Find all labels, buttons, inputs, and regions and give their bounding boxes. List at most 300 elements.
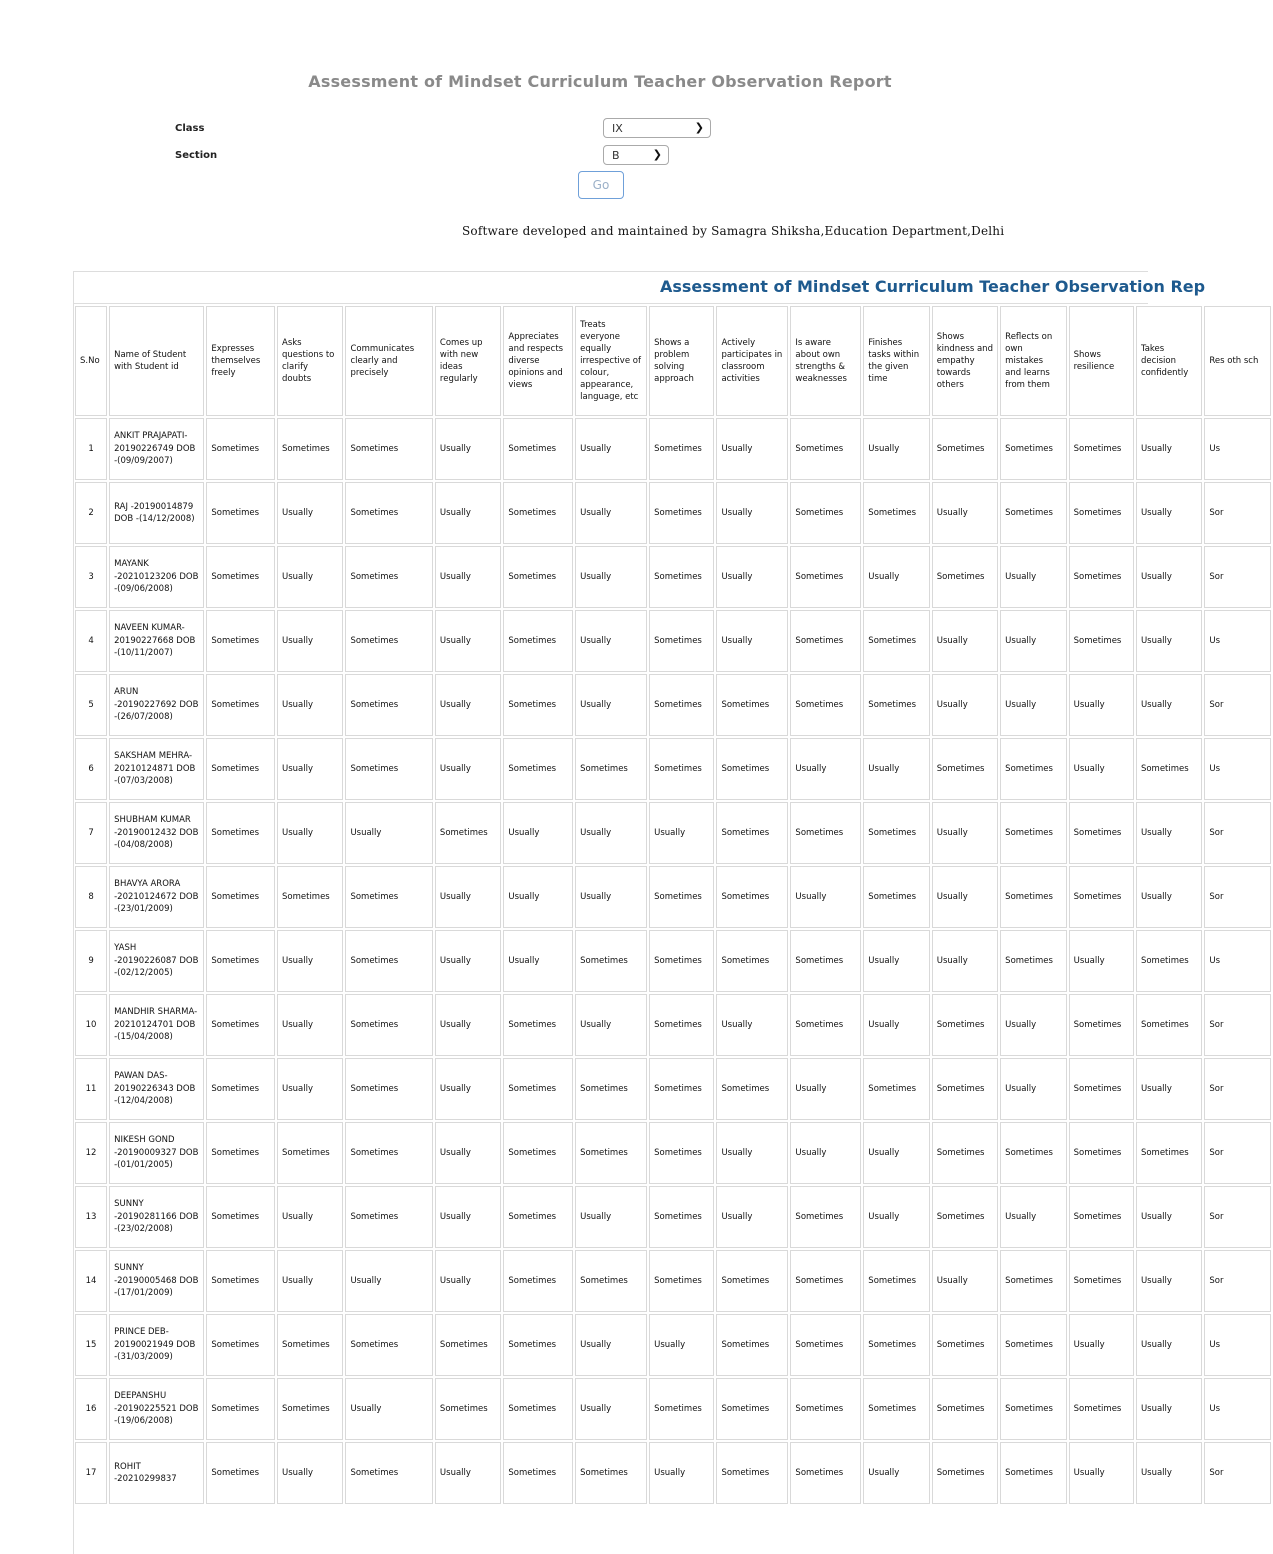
cell-rating: Sometimes xyxy=(649,1186,714,1248)
cell-rating: Sometimes xyxy=(790,930,861,992)
cell-rating: Usually xyxy=(277,930,343,992)
cell-student-name: NAVEEN KUMAR-20190227668 DOB -(10/11/2007) xyxy=(109,610,204,672)
cell-rating: Usually xyxy=(1000,1186,1066,1248)
cell-rating: Sometimes xyxy=(1000,482,1066,544)
table-row xyxy=(75,1122,1271,1184)
cell-rating: Usually xyxy=(649,1442,714,1504)
cell-rating: Sometimes xyxy=(503,418,573,480)
cell-rating: Sometimes xyxy=(863,1378,929,1440)
cell-rating: Sometimes xyxy=(575,738,647,800)
cell-rating: Usually xyxy=(575,482,647,544)
cell-rating: Usually xyxy=(932,930,998,992)
go-button[interactable]: Go xyxy=(578,171,624,199)
cell-rating: Usually xyxy=(1136,1058,1202,1120)
cell-rating: Sometimes xyxy=(649,1058,714,1120)
cell-sno: 4 xyxy=(75,610,107,672)
cell-rating: Sometimes xyxy=(345,1058,432,1120)
cell-rating: Usually xyxy=(790,1122,861,1184)
cell-rating: Sometimes xyxy=(1069,1250,1134,1312)
cell-rating: Sometimes xyxy=(1000,1250,1066,1312)
cell-rating: Usually xyxy=(435,866,501,928)
cell-rating: Sometimes xyxy=(1069,546,1134,608)
section-label: Section xyxy=(175,150,218,161)
cell-rating: Sometimes xyxy=(575,1122,647,1184)
table-row xyxy=(75,674,1271,736)
cell-rating: Sometimes xyxy=(716,1442,788,1504)
cell-rating: Sometimes xyxy=(932,1442,998,1504)
cell-rating: Sometimes xyxy=(649,994,714,1056)
cell-rating: Sometimes xyxy=(649,1250,714,1312)
cell-rating: Sometimes xyxy=(649,610,714,672)
cell-rating: Sometimes xyxy=(649,738,714,800)
cell-rating: Sometimes xyxy=(503,994,573,1056)
cell-rating: Sometimes xyxy=(1000,418,1066,480)
cell-rating: Sometimes xyxy=(345,546,432,608)
cell-rating: Sometimes xyxy=(345,994,432,1056)
cell-rating: Usually xyxy=(932,674,998,736)
cell-rating: Sometimes xyxy=(345,930,432,992)
cell-rating: Sometimes xyxy=(790,1442,861,1504)
cell-sno: 8 xyxy=(75,866,107,928)
cell-rating: Sometimes xyxy=(277,1122,343,1184)
credit-text: Software developed and maintained by Samagra Shiksha,Education Department,Delhi xyxy=(462,224,1005,238)
cell-rating: Sometimes xyxy=(790,610,861,672)
cell-rating: Us xyxy=(1204,1314,1271,1376)
class-select-value: IX xyxy=(612,122,623,135)
table-header-row xyxy=(75,306,1271,416)
cell-rating: Sometimes xyxy=(345,418,432,480)
cell-student-name: PRINCE DEB-20190021949 DOB -(31/03/2009) xyxy=(109,1314,204,1376)
cell-rating: Usually xyxy=(435,1442,501,1504)
cell-sno: 6 xyxy=(75,738,107,800)
cell-rating: Sometimes xyxy=(716,866,788,928)
cell-rating: Sometimes xyxy=(932,1122,998,1184)
cell-rating: Usually xyxy=(575,1186,647,1248)
column-header: Appreciates and respects diverse opinions and views xyxy=(503,306,573,416)
cell-student-name: SUNNY -20190281166 DOB -(23/02/2008) xyxy=(109,1186,204,1248)
cell-rating: Sometimes xyxy=(206,1250,275,1312)
column-header: Takes decision confidently xyxy=(1136,306,1202,416)
cell-rating: Sometimes xyxy=(649,546,714,608)
cell-rating: Sometimes xyxy=(345,674,432,736)
cell-rating: Sor xyxy=(1204,994,1271,1056)
cell-rating: Usually xyxy=(1136,1186,1202,1248)
cell-rating: Sometimes xyxy=(277,1378,343,1440)
cell-rating: Sometimes xyxy=(932,546,998,608)
cell-rating: Usually xyxy=(277,1250,343,1312)
cell-rating: Usually xyxy=(575,610,647,672)
cell-rating: Sometimes xyxy=(575,1250,647,1312)
cell-rating: Sometimes xyxy=(790,674,861,736)
cell-rating: Usually xyxy=(716,546,788,608)
cell-rating: Sometimes xyxy=(345,1122,432,1184)
cell-rating: Sor xyxy=(1204,482,1271,544)
cell-rating: Usually xyxy=(716,418,788,480)
cell-rating: Usually xyxy=(345,802,432,864)
chevron-down-icon: ❯ xyxy=(652,148,662,161)
cell-rating: Sometimes xyxy=(345,1314,432,1376)
cell-rating: Usually xyxy=(649,802,714,864)
column-header: Res oth sch xyxy=(1204,306,1271,416)
cell-rating: Sometimes xyxy=(1000,802,1066,864)
cell-rating: Usually xyxy=(863,930,929,992)
cell-rating: Sometimes xyxy=(649,482,714,544)
cell-rating: Usually xyxy=(790,866,861,928)
cell-rating: Sor xyxy=(1204,1442,1271,1504)
cell-sno: 10 xyxy=(75,994,107,1056)
cell-rating: Usually xyxy=(435,1186,501,1248)
cell-student-name: MANDHIR SHARMA-20210124701 DOB -(15/04/2008) xyxy=(109,994,204,1056)
cell-rating: Sometimes xyxy=(503,1442,573,1504)
column-header: Comes up with new ideas regularly xyxy=(435,306,501,416)
cell-rating: Sometimes xyxy=(863,1058,929,1120)
cell-rating: Usually xyxy=(277,1186,343,1248)
cell-rating: Sometimes xyxy=(503,1378,573,1440)
cell-rating: Sometimes xyxy=(1069,610,1134,672)
cell-rating: Usually xyxy=(1136,1250,1202,1312)
cell-rating: Usually xyxy=(716,482,788,544)
cell-rating: Usually xyxy=(790,738,861,800)
cell-rating: Usually xyxy=(1136,418,1202,480)
cell-rating: Sor xyxy=(1204,1058,1271,1120)
cell-rating: Usually xyxy=(435,994,501,1056)
table-row xyxy=(75,994,1271,1056)
cell-rating: Usually xyxy=(1136,674,1202,736)
cell-rating: Sometimes xyxy=(716,1250,788,1312)
cell-rating: Sometimes xyxy=(1000,738,1066,800)
report-title-bar xyxy=(74,272,1206,304)
cell-student-name: ARUN -20190227692 DOB -(26/07/2008) xyxy=(109,674,204,736)
chevron-down-icon: ❯ xyxy=(694,121,704,134)
column-header: Reflects on own mistakes and learns from them xyxy=(1000,306,1066,416)
page-title: Assessment of Mindset Curriculum Teacher Observation Report xyxy=(308,72,892,91)
cell-sno: 15 xyxy=(75,1314,107,1376)
column-header: Is aware about own strengths & weaknesses xyxy=(790,306,861,416)
cell-rating: Sometimes xyxy=(790,1314,861,1376)
cell-rating: Sometimes xyxy=(790,1378,861,1440)
cell-rating: Sometimes xyxy=(1000,1314,1066,1376)
cell-student-name: NIKESH GOND -20190009327 DOB -(01/01/2005) xyxy=(109,1122,204,1184)
cell-rating: Usually xyxy=(575,674,647,736)
cell-rating: Sometimes xyxy=(716,674,788,736)
cell-rating: Us xyxy=(1204,738,1271,800)
cell-rating: Usually xyxy=(932,866,998,928)
cell-rating: Sometimes xyxy=(206,674,275,736)
cell-rating: Sometimes xyxy=(932,1058,998,1120)
cell-rating: Sometimes xyxy=(863,610,929,672)
report-title: Assessment of Mindset Curriculum Teacher Observation Rep xyxy=(660,277,1206,296)
cell-rating: Usually xyxy=(435,1058,501,1120)
column-header: Shows resilience xyxy=(1069,306,1134,416)
cell-rating: Usually xyxy=(435,1250,501,1312)
cell-rating: Sor xyxy=(1204,802,1271,864)
cell-rating: Sor xyxy=(1204,1186,1271,1248)
cell-sno: 14 xyxy=(75,1250,107,1312)
cell-rating: Sometimes xyxy=(345,866,432,928)
cell-rating: Sometimes xyxy=(277,866,343,928)
observation-table xyxy=(73,304,1273,1506)
cell-sno: 12 xyxy=(75,1122,107,1184)
cell-rating: Sometimes xyxy=(503,1250,573,1312)
cell-rating: Sometimes xyxy=(1069,1058,1134,1120)
cell-sno: 1 xyxy=(75,418,107,480)
cell-rating: Usually xyxy=(1136,866,1202,928)
cell-rating: Usually xyxy=(1136,482,1202,544)
cell-rating: Sometimes xyxy=(206,1378,275,1440)
cell-rating: Sometimes xyxy=(503,738,573,800)
cell-rating: Sometimes xyxy=(1136,1122,1202,1184)
cell-rating: Sometimes xyxy=(1136,930,1202,992)
cell-rating: Usually xyxy=(277,674,343,736)
cell-rating: Sometimes xyxy=(503,1058,573,1120)
cell-rating: Usually xyxy=(435,418,501,480)
cell-rating: Sometimes xyxy=(716,930,788,992)
column-header: Treats everyone equally irrespective of colour, appearance, language, etc xyxy=(575,306,647,416)
cell-student-name: BHAVYA ARORA -20210124672 DOB -(23/01/2009) xyxy=(109,866,204,928)
cell-rating: Sometimes xyxy=(277,1314,343,1376)
cell-rating: Usually xyxy=(575,802,647,864)
report-panel[interactable] xyxy=(73,271,1259,1554)
cell-rating: Usually xyxy=(277,1058,343,1120)
cell-rating: Sometimes xyxy=(716,738,788,800)
cell-rating: Usually xyxy=(1136,546,1202,608)
table-row xyxy=(75,1186,1271,1248)
column-header: Expresses themselves freely xyxy=(206,306,275,416)
cell-rating: Sometimes xyxy=(649,1122,714,1184)
cell-rating: Usually xyxy=(575,994,647,1056)
cell-rating: Usually xyxy=(1000,674,1066,736)
cell-rating: Sometimes xyxy=(649,930,714,992)
cell-rating: Usually xyxy=(575,418,647,480)
column-header: Asks questions to clarify doubts xyxy=(277,306,343,416)
cell-rating: Sometimes xyxy=(503,1314,573,1376)
cell-rating: Us xyxy=(1204,418,1271,480)
column-header: Finishes tasks within the given time xyxy=(863,306,929,416)
cell-rating: Usually xyxy=(1136,610,1202,672)
cell-rating: Usually xyxy=(1069,1442,1134,1504)
cell-rating: Usually xyxy=(716,994,788,1056)
cell-rating: Usually xyxy=(277,482,343,544)
cell-rating: Sometimes xyxy=(1136,994,1202,1056)
cell-rating: Sometimes xyxy=(790,1250,861,1312)
cell-rating: Usually xyxy=(863,1442,929,1504)
cell-rating: Usually xyxy=(1069,930,1134,992)
cell-rating: Sometimes xyxy=(1000,930,1066,992)
cell-rating: Usually xyxy=(1069,674,1134,736)
cell-rating: Sometimes xyxy=(435,1314,501,1376)
cell-rating: Sometimes xyxy=(1136,738,1202,800)
cell-rating: Sometimes xyxy=(575,930,647,992)
cell-sno: 11 xyxy=(75,1058,107,1120)
cell-rating: Sometimes xyxy=(790,546,861,608)
cell-rating: Usually xyxy=(1069,738,1134,800)
cell-rating: Sometimes xyxy=(649,866,714,928)
table-row xyxy=(75,930,1271,992)
cell-rating: Sometimes xyxy=(206,1122,275,1184)
cell-rating: Usually xyxy=(503,930,573,992)
column-header: Communicates clearly and precisely xyxy=(345,306,432,416)
table-row xyxy=(75,866,1271,928)
cell-rating: Usually xyxy=(932,802,998,864)
cell-sno: 5 xyxy=(75,674,107,736)
table-row xyxy=(75,482,1271,544)
cell-rating: Usually xyxy=(863,994,929,1056)
cell-rating: Sometimes xyxy=(345,610,432,672)
table-row xyxy=(75,1250,1271,1312)
cell-rating: Usually xyxy=(277,546,343,608)
cell-student-name: PAWAN DAS-20190226343 DOB -(12/04/2008) xyxy=(109,1058,204,1120)
table-row xyxy=(75,418,1271,480)
cell-rating: Usually xyxy=(435,546,501,608)
cell-student-name: DEEPANSHU -20190225521 DOB -(19/06/2008) xyxy=(109,1378,204,1440)
cell-rating: Sometimes xyxy=(435,802,501,864)
cell-rating: Usually xyxy=(863,738,929,800)
cell-rating: Usually xyxy=(277,738,343,800)
cell-rating: Usually xyxy=(716,1186,788,1248)
cell-rating: Sometimes xyxy=(932,418,998,480)
cell-rating: Sometimes xyxy=(345,482,432,544)
cell-rating: Sometimes xyxy=(345,738,432,800)
table-row xyxy=(75,738,1271,800)
column-header: Shows kindness and empathy towards others xyxy=(932,306,998,416)
cell-rating: Usually xyxy=(435,1122,501,1184)
cell-rating: Sometimes xyxy=(1069,802,1134,864)
section-select-value: B xyxy=(612,149,620,162)
cell-rating: Sometimes xyxy=(206,546,275,608)
cell-rating: Us xyxy=(1204,610,1271,672)
cell-rating: Sometimes xyxy=(716,1314,788,1376)
cell-rating: Sometimes xyxy=(206,1058,275,1120)
cell-rating: Sor xyxy=(1204,1250,1271,1312)
cell-rating: Sometimes xyxy=(790,802,861,864)
cell-rating: Usually xyxy=(503,802,573,864)
cell-rating: Usually xyxy=(435,610,501,672)
cell-rating: Usually xyxy=(649,1314,714,1376)
cell-rating: Usually xyxy=(277,802,343,864)
cell-rating: Usually xyxy=(1000,610,1066,672)
cell-rating: Usually xyxy=(1000,994,1066,1056)
column-header: Actively participates in classroom activities xyxy=(716,306,788,416)
cell-rating: Usually xyxy=(863,1186,929,1248)
cell-rating: Usually xyxy=(932,610,998,672)
cell-sno: 3 xyxy=(75,546,107,608)
cell-rating: Sometimes xyxy=(863,802,929,864)
table-row xyxy=(75,546,1271,608)
cell-rating: Usually xyxy=(345,1378,432,1440)
cell-rating: Sometimes xyxy=(503,1122,573,1184)
column-header: Name of Student with Student id xyxy=(109,306,204,416)
cell-rating: Sometimes xyxy=(206,738,275,800)
cell-rating: Sometimes xyxy=(1000,1442,1066,1504)
cell-rating: Usually xyxy=(503,866,573,928)
cell-rating: Usually xyxy=(1000,1058,1066,1120)
cell-rating: Sometimes xyxy=(575,1442,647,1504)
cell-rating: Sometimes xyxy=(1069,1122,1134,1184)
class-select[interactable] xyxy=(603,118,711,138)
cell-rating: Sometimes xyxy=(503,674,573,736)
cell-rating: Sometimes xyxy=(790,994,861,1056)
table-row xyxy=(75,802,1271,864)
section-select[interactable] xyxy=(603,145,669,165)
cell-rating: Sometimes xyxy=(863,674,929,736)
cell-rating: Sometimes xyxy=(1000,1378,1066,1440)
cell-student-name: ANKIT PRAJAPATI-20190226749 DOB -(09/09/2007) xyxy=(109,418,204,480)
cell-rating: Sometimes xyxy=(1069,866,1134,928)
table-row xyxy=(75,1058,1271,1120)
cell-rating: Sometimes xyxy=(345,1186,432,1248)
cell-rating: Sometimes xyxy=(790,482,861,544)
cell-rating: Usually xyxy=(575,866,647,928)
table-row xyxy=(75,1442,1271,1504)
cell-rating: Sometimes xyxy=(503,1186,573,1248)
cell-rating: Usually xyxy=(277,994,343,1056)
cell-rating: Usually xyxy=(863,1122,929,1184)
cell-rating: Usually xyxy=(1136,802,1202,864)
cell-rating: Usually xyxy=(790,1058,861,1120)
cell-rating: Sometimes xyxy=(932,1378,998,1440)
column-header: S.No xyxy=(75,306,107,416)
cell-student-name: RAJ -20190014879 DOB -(14/12/2008) xyxy=(109,482,204,544)
cell-rating: Sometimes xyxy=(1069,1186,1134,1248)
table-row xyxy=(75,1314,1271,1376)
cell-rating: Sometimes xyxy=(206,1186,275,1248)
cell-student-name: SUNNY -20190005468 DOB -(17/01/2009) xyxy=(109,1250,204,1312)
cell-rating: Usually xyxy=(345,1250,432,1312)
cell-rating: Sometimes xyxy=(649,674,714,736)
cell-rating: Usually xyxy=(277,610,343,672)
cell-rating: Sometimes xyxy=(790,1186,861,1248)
cell-rating: Usually xyxy=(932,1250,998,1312)
cell-rating: Usually xyxy=(277,1442,343,1504)
cell-rating: Usually xyxy=(435,674,501,736)
cell-rating: Sometimes xyxy=(1000,866,1066,928)
table-row xyxy=(75,610,1271,672)
cell-rating: Usually xyxy=(575,1314,647,1376)
cell-rating: Sometimes xyxy=(863,482,929,544)
cell-rating: Sometimes xyxy=(863,866,929,928)
cell-rating: Sometimes xyxy=(575,1058,647,1120)
cell-sno: 17 xyxy=(75,1442,107,1504)
cell-rating: Usually xyxy=(435,482,501,544)
cell-rating: Sometimes xyxy=(932,994,998,1056)
cell-rating: Usually xyxy=(435,738,501,800)
cell-rating: Sometimes xyxy=(206,802,275,864)
cell-rating: Sometimes xyxy=(206,1442,275,1504)
cell-rating: Sometimes xyxy=(206,994,275,1056)
cell-rating: Sor xyxy=(1204,866,1271,928)
cell-rating: Usually xyxy=(1000,546,1066,608)
cell-student-name: ROHIT -20210299837 xyxy=(109,1442,204,1504)
cell-rating: Sometimes xyxy=(503,610,573,672)
cell-sno: 13 xyxy=(75,1186,107,1248)
cell-rating: Sometimes xyxy=(345,1442,432,1504)
cell-rating: Sometimes xyxy=(1069,1378,1134,1440)
table-row xyxy=(75,1378,1271,1440)
cell-rating: Sometimes xyxy=(716,1058,788,1120)
cell-rating: Sor xyxy=(1204,546,1271,608)
cell-rating: Sometimes xyxy=(435,1378,501,1440)
cell-rating: Sometimes xyxy=(1069,418,1134,480)
cell-rating: Sometimes xyxy=(277,418,343,480)
cell-rating: Usually xyxy=(575,1378,647,1440)
cell-student-name: YASH -20190226087 DOB -(02/12/2005) xyxy=(109,930,204,992)
cell-rating: Usually xyxy=(435,930,501,992)
cell-rating: Sometimes xyxy=(1069,482,1134,544)
cell-student-name: SAKSHAM MEHRA-20210124871 DOB -(07/03/2008) xyxy=(109,738,204,800)
cell-rating: Sometimes xyxy=(1000,1122,1066,1184)
cell-rating: Sometimes xyxy=(790,418,861,480)
cell-sno: 2 xyxy=(75,482,107,544)
